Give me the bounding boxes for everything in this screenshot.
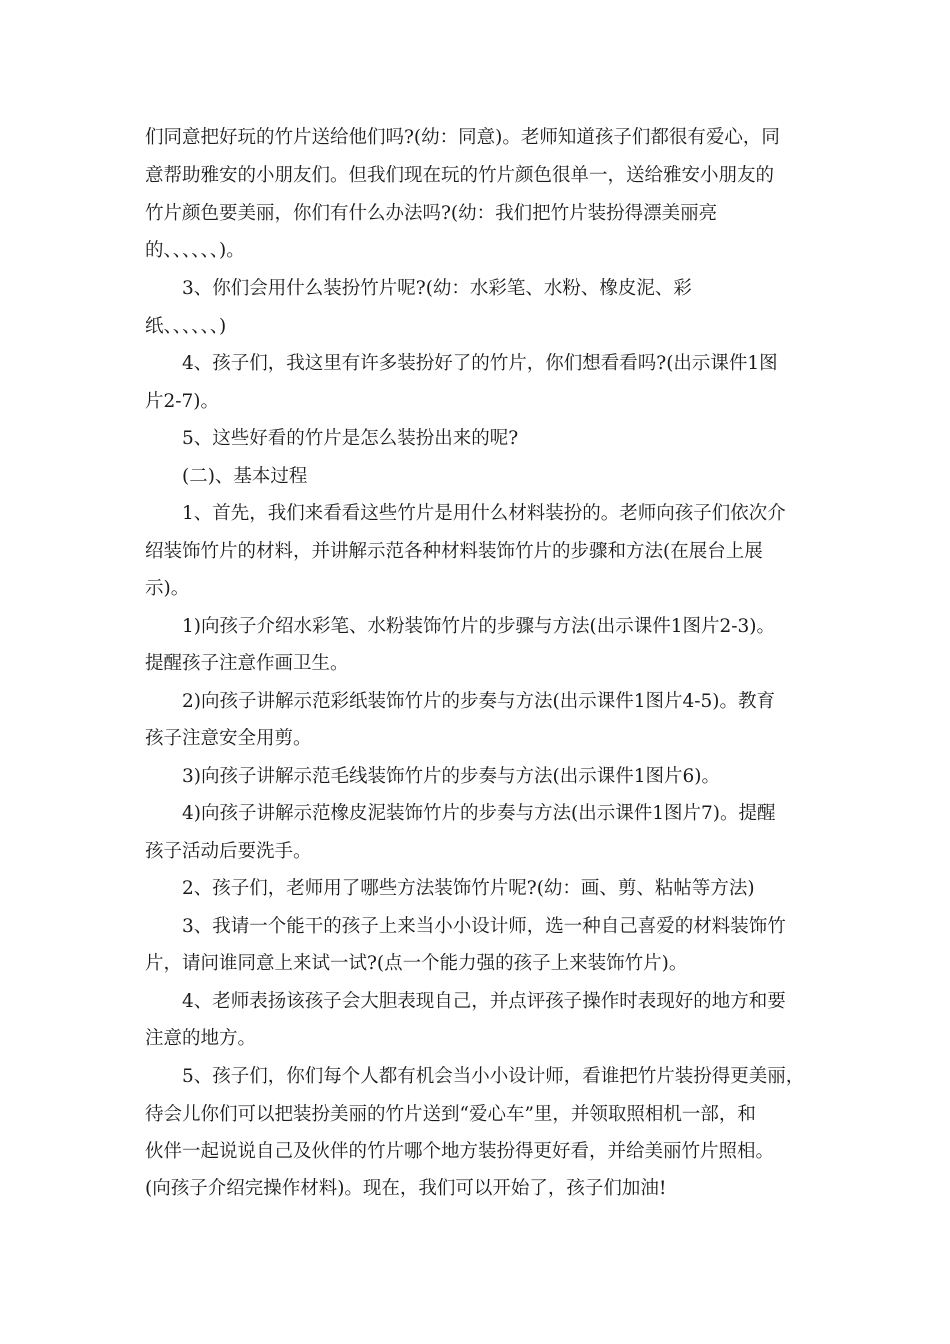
text-line: 孩子注意安全用剪。 xyxy=(145,728,312,749)
text-line: 意帮助雅安的小朋友们。但我们现在玩的竹片颜色很单一，送给雅安小朋友的 xyxy=(145,165,775,186)
text-line: 4、老师表扬该孩子会大胆表现自己，并点评孩子操作时表现好的地方和要 xyxy=(182,991,786,1012)
text-line: 片2-7)。 xyxy=(145,391,220,412)
text-line: 提醒孩子注意作画卫生。 xyxy=(145,653,349,674)
text-line: 的、、、、、、)。 xyxy=(145,240,245,261)
text-line: 注意的地方。 xyxy=(145,1028,257,1049)
text-line: 伙伴一起说说自己及伙伴的竹片哪个地方装扮得更好看，并给美丽竹片照相。 xyxy=(145,1141,775,1162)
text-line: 3)向孩子讲解示范毛线装饰竹片的步奏与方法(出示课件1图片6)。 xyxy=(182,766,720,787)
text-line: 示)。 xyxy=(145,578,190,599)
text-line: 竹片颜色要美丽，你们有什么办法吗?(幼：我们把竹片装扮得漂美丽亮 xyxy=(145,203,718,224)
text-line: 们同意把好玩的竹片送给他们吗?(幼：同意)。老师知道孩子们都很有爱心，同 xyxy=(145,127,780,148)
text-line: 2、孩子们，老师用了哪些方法装饰竹片呢?(幼：画、剪、粘帖等方法) xyxy=(182,878,755,899)
text-line: 绍装饰竹片的材料，并讲解示范各种材料装饰竹片的步骤和方法(在展台上展 xyxy=(145,541,763,562)
text-line: 4、孩子们，我这里有许多装扮好了的竹片，你们想看看吗?(出示课件1图 xyxy=(182,353,778,374)
section-heading: (二)、基本过程 xyxy=(182,466,308,487)
text-line: 待会儿你们可以把装扮美丽的竹片送到“爱心车”里，并领取照相机一部，和 xyxy=(145,1104,756,1125)
text-line: 孩子活动后要洗手。 xyxy=(145,841,312,862)
text-line: 5、孩子们，你们每个人都有机会当小小设计师，看谁把竹片装扮得更美丽， xyxy=(182,1066,805,1087)
text-line: 4)向孩子讲解示范橡皮泥装饰竹片的步奏与方法(出示课件1图片7)。提醒 xyxy=(182,803,776,824)
text-line: 片，请问谁同意上来试一试?(点一个能力强的孩子上来装饰竹片)。 xyxy=(145,953,688,974)
text-line: 2)向孩子讲解示范彩纸装饰竹片的步奏与方法(出示课件1图片4-5)。教育 xyxy=(182,691,775,712)
text-line: 5、这些好看的竹片是怎么装扮出来的呢? xyxy=(182,428,519,449)
text-line: (向孩子介绍完操作材料)。现在，我们可以开始了，孩子们加油! xyxy=(145,1178,667,1199)
text-line: 3、你们会用什么装扮竹片呢?(幼：水彩笔、水粉、橡皮泥、彩 xyxy=(182,278,692,299)
text-line: 1)向孩子介绍水彩笔、水粉装饰竹片的步骤与方法(出示课件1图片2-3)。 xyxy=(182,616,775,637)
text-line: 1、首先，我们来看看这些竹片是用什么材料装扮的。老师向孩子们依次介 xyxy=(182,503,786,524)
text-line: 纸、、、、、、) xyxy=(145,316,227,337)
text-line: 3、我请一个能干的孩子上来当小小设计师，选一种自己喜爱的材料装饰竹 xyxy=(182,916,786,937)
